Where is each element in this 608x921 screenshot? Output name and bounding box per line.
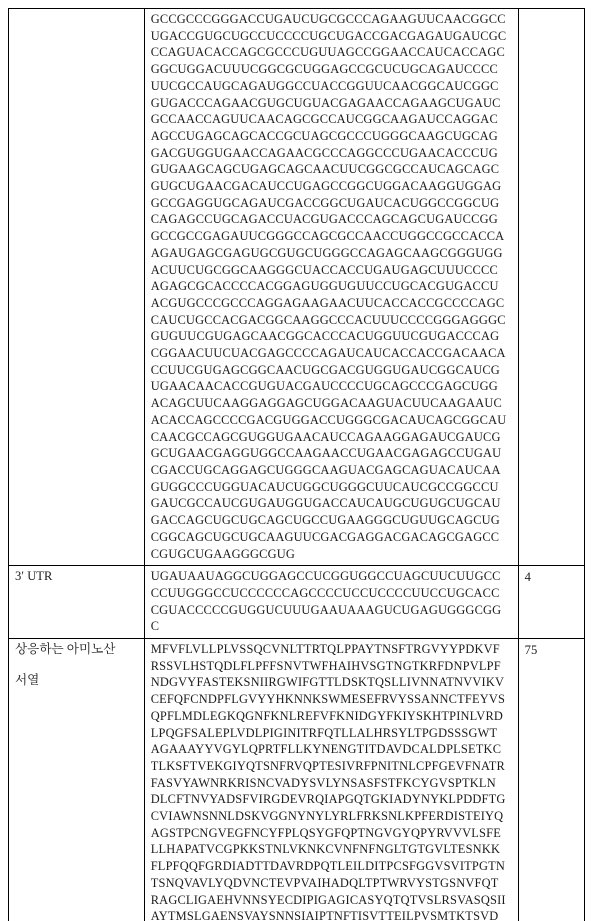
row-label-text: 상응하는 아미노산 [15,642,116,657]
sequence-line: RAGCLIGAEHVNNSYECDIPIGAGICASYQTQTVSLRSVASQSII [150,892,506,907]
sequence-line: CCAGUACACCAGCGCCCUGUUAGCCGGAACCAUCACCAGC [150,45,506,60]
sequence-line: NDGVYFASTEKSNIIRGWIFGTTLDSKTQSLLIVNNATNVVIKV [150,675,505,690]
row-label-cell [9,566,145,639]
sequence-line: ACACCAGCCCCGACGUGGACCUGGGCGACAUCAGCGGCAU [150,412,507,427]
sequence-line: CAACGCCAGCGUGGUGAACAUCCAGAAGGAGAUCGAUCG [150,429,501,444]
sequence-line: UGACCGUGCUGCCUCCCCUGCUGACCGACGAGAUGAUCGC [150,28,507,43]
table-row [9,639,585,921]
sequence-line: CCUUGGGCCUCCCCCCAGCCCCUCCUCCCCUUCCUGCACC [150,585,500,600]
seq-id-number: 4 [524,570,531,585]
sequence-line: GCCGAGGUGCAGAUCGACCGGCUGAUCACUGGCCGGCUG [150,195,500,210]
row-label-text: 서열 [15,672,40,687]
sequence-cell [144,9,518,566]
sequence-line: C [150,619,160,634]
sequence-line: LLHAPATVCGPKKSTNLVKNKCVNFNFNGLTGTGVLTESNKK [150,842,501,857]
sequence-line: GCUGAACGAGGUGGCCAAGAACCUGAACGAGAGCCUGAU [150,446,502,461]
sequence-line: GUGUUCGUGAGCAACGGCACCCACUGGUUCGUGACCCAG [150,329,500,344]
sequence-line: GUGCUGAACGACAUCCUGAGCCGGCUGGACAAGGUGGAG [150,179,502,194]
sequence-line: CGUGCUGAAGGGCGUG [150,546,296,561]
sequence-line: AGAGCGCACCCCACGGAGUGGUGUUCCUGCACGUGACCU [150,279,499,294]
sequence-line: ACUUCUGCGGCAAGGGCUACCACCUGAUGAGCUUUCCCC [150,262,498,277]
row-label-cell [9,9,145,566]
sequence-line: CGUACCCCCGUGGUCUUUGAAUAAAGUCUGAGUGGGCGG [150,602,502,617]
sequence-line: MFVFLVLLPLVSSQCVNLTTRTQLPPAYTNSFTRGVYYPDKVF [150,642,500,657]
sequence-listing-table [8,8,585,921]
sequence-line: CAGAGCCUGCAGACCUACGUGACCCAGCAGCUGAUCCGG [150,212,498,227]
sequence-line: ACGUGCCCGCCCAGGAGAAGAACUUCACCACCGCCCCAGC [150,295,505,310]
row-label-cell [9,639,145,921]
sequence-line: AGSTPCNGVEGFNCYFPLQSYGFQPTNGVGYQPYRVVVLSFE [150,825,501,840]
sequence-line: GUGAAGCAGCUGAGCAGCAACUUCGGCGCCAUCAGCAGC [150,162,500,177]
sequence-line: GCCAACCAGUUCAACAGCGCCAUCGGCAAGAUCCAGGAC [150,112,498,127]
seq-id-cell [518,566,584,639]
seq-id-cell [518,639,584,921]
sequence-line: GUGACCCAGAACGUGCUGUACGAGAACCAGAAGCUGAUC [150,95,501,110]
sequence-line: GGCUGGACUUUCGGCGCUGGAGCCGCUCUGCAGAUCCCC [150,62,498,77]
sequence-line: AYTMSLGAENSVAYSNNSIAIPTNFTISVTTEILPVSMTKTSVD [150,909,499,921]
sequence-line: GCCGCCCGGGACCUGAUCUGCGCCCAGAAGUUCAACGGCC [150,12,506,26]
sequence-line: CGACCUGCAGGAGCUGGGCAAGUACGAGCAGUACAUCAA [150,462,501,477]
sequence-line: TSNQVAVLYQDVNCTEVPVAIHADQLTPTWRVYSTGSNVFQT [150,875,499,890]
seq-id-number: 75 [524,643,538,658]
sequence-line: UGAUAAUAGGCUGGAGCCUCGGUGGCCUAGCUUCUUGCC [150,569,501,584]
sequence-line: UUCGCCAUGCAGAUGGCCUACCGGUUCAACGGCAUCGGC [150,78,499,93]
sequence-line: GACGUGGUGAACCAGAACGCCCAGGCCCUGAACACCCUG [150,145,498,160]
sequence-line: CGGCAGCUGCUGCAAGUUCGACGAGGACGACAGCGAGCC [150,529,500,544]
sequence-line: GAUCGCCAUCGUGAUGGUGACCAUCAUGCUGUGCUGCAU [150,496,501,511]
sequence-line: QPFLMDLEGKQGNFKNLREFVFKNIDGYFKIYSKHTPINLVRD [150,708,504,723]
sequence-line: DLCFTNVYADSFVIRGDEVRQIAPGQTGKIADYNYKLPDDFTG [150,792,506,807]
sequence-line: CCUUCGUGAGCGGCAACUGCGACGUGGUGAUCGGCAUCG [150,362,500,377]
sequence-line: FASVYAWNRKRISNCVADYSVLYNSASFSTFKCYGVSPTKLN [150,775,496,790]
table-row [9,566,585,639]
sequence-line: CVIAWNSNNLDSKVGGNYNYLYRLFRKSNLKPFERDISTEIYQ [150,809,504,824]
sequence-line: AGCCUGAGCAGCACCGCUAGCGCCCUGGGCAAGCUGCAG [150,128,498,143]
sequence-cell [144,566,518,639]
sequence-line: TLKSFTVEKGIYQTSNFRVQPTESIVRFPNITNLCPFGEVFNATR [150,758,505,773]
sequence-line: CEFQFCNDPFLGVYYHKNNKSWMESEFRVYSSANNCTFEYVS [150,692,506,707]
sequence-line: CAUCUGCCACGACGGCAAGGCCCACUUUCCCCGGGAGGGC [150,312,506,327]
sequence-line: AGAAAYYVGYLQPRTFLLKYNENGTITDAVDCALDPLSETKC [150,742,502,757]
sequence-line: CGGAACUUCUACGAGCCCCAGAUCAUCACCACCGACAACA [150,346,506,361]
table-row [9,9,585,566]
sequence-line: GCCGCCGAGAUUCGGGCCAGCGCCAACCUGGCCGCCACCA [150,229,505,244]
sequence-cell [144,639,518,921]
row-label-text: 3′ UTR [15,569,53,584]
sequence-line: GACCAGCUGCUGCAGCUGCCUGAAGGGCUGUUGCAGCUG [150,513,500,528]
sequence-line: AGAUGAGCGAGUGCGUGCUGGGCCAGAGCAAGCGGGUGG [150,245,503,260]
sequence-table-body [9,9,585,921]
sequence-line: ACAGCUUCAAGGAGGAGCUGGACAAGUACUUCAAGAAUC [150,396,503,411]
sequence-line: UGAACAACACCGUGUACGAUCCCCUGCAGCCCGAGCUGG [150,379,498,394]
seq-id-cell [518,9,584,566]
sequence-line: FLPFQQFGRDIADTTDAVRDPQTLEILDITPCSFGGVSVITPGTN [150,859,506,874]
sequence-line: GUGGCCCUGGUACAUCUGGCUGGGCUUCAUCGCCGGCCU [150,479,499,494]
sequence-line: LPQGFSALEPLVDLPIGINITRFQTLLALHRSYLTPGDSSSGWT [150,725,498,740]
sequence-line: RSSVLHSTQDLFLPFFSNVTWFHAIHVSGTNGTKRFDNPVLPF [150,658,501,673]
